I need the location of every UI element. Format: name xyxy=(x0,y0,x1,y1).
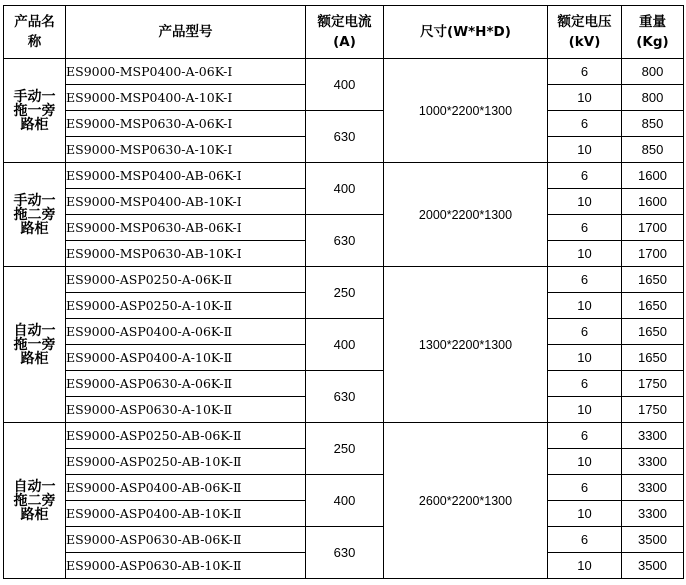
product-category-cell: 手动一 拖二旁 路柜 xyxy=(4,163,66,267)
rated-voltage-cell: 6 xyxy=(548,475,622,501)
product-model-cell: ES9000-ASP0400-AB-10K-Ⅱ xyxy=(66,501,306,527)
rated-voltage-cell: 6 xyxy=(548,527,622,553)
rated-voltage-cell: 10 xyxy=(548,137,622,163)
header-product-name: 产品名 称 xyxy=(4,6,66,59)
header-row xyxy=(4,6,684,59)
dimensions-cell: 1000*2200*1300 xyxy=(384,59,548,163)
rated-voltage-cell: 10 xyxy=(548,553,622,579)
weight-cell: 1700 xyxy=(622,215,684,241)
rated-current-cell: 630 xyxy=(306,111,384,163)
rated-current-cell: 250 xyxy=(306,267,384,319)
product-category-cell: 手动一 拖一旁 路柜 xyxy=(4,59,66,163)
rated-current-cell: 400 xyxy=(306,59,384,111)
table-row xyxy=(4,475,684,501)
header-dimensions: 尺寸(W*H*D) xyxy=(384,6,548,59)
header-weight: 重量 (Kg) xyxy=(622,6,684,59)
table-row xyxy=(4,163,684,189)
product-model-cell: ES9000-MSP0630-AB-10K-Ⅰ xyxy=(66,241,306,267)
weight-cell: 1650 xyxy=(622,319,684,345)
weight-cell: 800 xyxy=(622,85,684,111)
table-row xyxy=(4,215,684,241)
weight-cell: 850 xyxy=(622,137,684,163)
product-category-cell: 自动一 拖二旁 路柜 xyxy=(4,423,66,579)
table-row xyxy=(4,111,684,137)
table-row xyxy=(4,267,684,293)
product-model-cell: ES9000-ASP0400-A-10K-Ⅱ xyxy=(66,345,306,371)
rated-current-cell: 630 xyxy=(306,527,384,579)
weight-cell: 3500 xyxy=(622,527,684,553)
rated-voltage-cell: 10 xyxy=(548,293,622,319)
weight-cell: 3300 xyxy=(622,501,684,527)
product-model-cell: ES9000-ASP0630-A-10K-Ⅱ xyxy=(66,397,306,423)
weight-cell: 1650 xyxy=(622,293,684,319)
dimensions-cell: 2000*2200*1300 xyxy=(384,163,548,267)
weight-cell: 3300 xyxy=(622,475,684,501)
rated-voltage-cell: 6 xyxy=(548,215,622,241)
dimensions-cell: 1300*2200*1300 xyxy=(384,267,548,423)
header-rated-voltage: 额定电压 (kV) xyxy=(548,6,622,59)
product-model-cell: ES9000-ASP0630-AB-06K-Ⅱ xyxy=(66,527,306,553)
weight-cell: 3300 xyxy=(622,449,684,475)
rated-current-cell: 630 xyxy=(306,371,384,423)
rated-current-cell: 630 xyxy=(306,215,384,267)
table-body xyxy=(4,59,684,579)
table-row xyxy=(4,319,684,345)
rated-voltage-cell: 6 xyxy=(548,371,622,397)
rated-voltage-cell: 10 xyxy=(548,345,622,371)
product-model-cell: ES9000-ASP0400-AB-06K-Ⅱ xyxy=(66,475,306,501)
rated-voltage-cell: 10 xyxy=(548,449,622,475)
weight-cell: 3300 xyxy=(622,423,684,449)
rated-voltage-cell: 10 xyxy=(548,189,622,215)
product-spec-table xyxy=(3,5,684,579)
weight-cell: 1650 xyxy=(622,345,684,371)
weight-cell: 800 xyxy=(622,59,684,85)
product-model-cell: ES9000-ASP0630-AB-10K-Ⅱ xyxy=(66,553,306,579)
rated-voltage-cell: 6 xyxy=(548,111,622,137)
rated-voltage-cell: 6 xyxy=(548,59,622,85)
product-model-cell: ES9000-MSP0630-A-10K-Ⅰ xyxy=(66,137,306,163)
rated-voltage-cell: 10 xyxy=(548,397,622,423)
rated-current-cell: 400 xyxy=(306,163,384,215)
weight-cell: 1700 xyxy=(622,241,684,267)
dimensions-cell: 2600*2200*1300 xyxy=(384,423,548,579)
product-model-cell: ES9000-ASP0400-A-06K-Ⅱ xyxy=(66,319,306,345)
rated-current-cell: 250 xyxy=(306,423,384,475)
product-model-cell: ES9000-MSP0400-AB-06K-Ⅰ xyxy=(66,163,306,189)
product-model-cell: ES9000-MSP0630-AB-06K-Ⅰ xyxy=(66,215,306,241)
weight-cell: 1600 xyxy=(622,163,684,189)
rated-voltage-cell: 6 xyxy=(548,423,622,449)
table-header xyxy=(4,6,684,59)
rated-voltage-cell: 10 xyxy=(548,85,622,111)
rated-current-cell: 400 xyxy=(306,319,384,371)
table-row xyxy=(4,423,684,449)
product-model-cell: ES9000-ASP0250-AB-06K-Ⅱ xyxy=(66,423,306,449)
product-model-cell: ES9000-MSP0400-AB-10K-Ⅰ xyxy=(66,189,306,215)
rated-current-cell: 400 xyxy=(306,475,384,527)
weight-cell: 3500 xyxy=(622,553,684,579)
table-row xyxy=(4,371,684,397)
product-model-cell: ES9000-ASP0250-AB-10K-Ⅱ xyxy=(66,449,306,475)
weight-cell: 850 xyxy=(622,111,684,137)
table-row xyxy=(4,527,684,553)
header-product-model: 产品型号 xyxy=(66,6,306,59)
weight-cell: 1750 xyxy=(622,397,684,423)
rated-voltage-cell: 10 xyxy=(548,501,622,527)
weight-cell: 1750 xyxy=(622,371,684,397)
header-rated-current: 额定电流 (A) xyxy=(306,6,384,59)
weight-cell: 1650 xyxy=(622,267,684,293)
table-row xyxy=(4,59,684,85)
rated-voltage-cell: 6 xyxy=(548,319,622,345)
rated-voltage-cell: 6 xyxy=(548,267,622,293)
product-model-cell: ES9000-ASP0250-A-10K-Ⅱ xyxy=(66,293,306,319)
product-model-cell: ES9000-MSP0400-A-10K-Ⅰ xyxy=(66,85,306,111)
weight-cell: 1600 xyxy=(622,189,684,215)
rated-voltage-cell: 6 xyxy=(548,163,622,189)
product-category-cell: 自动一 拖一旁 路柜 xyxy=(4,267,66,423)
product-model-cell: ES9000-MSP0400-A-06K-Ⅰ xyxy=(66,59,306,85)
product-model-cell: ES9000-ASP0630-A-06K-Ⅱ xyxy=(66,371,306,397)
product-model-cell: ES9000-MSP0630-A-06K-Ⅰ xyxy=(66,111,306,137)
rated-voltage-cell: 10 xyxy=(548,241,622,267)
product-model-cell: ES9000-ASP0250-A-06K-Ⅱ xyxy=(66,267,306,293)
